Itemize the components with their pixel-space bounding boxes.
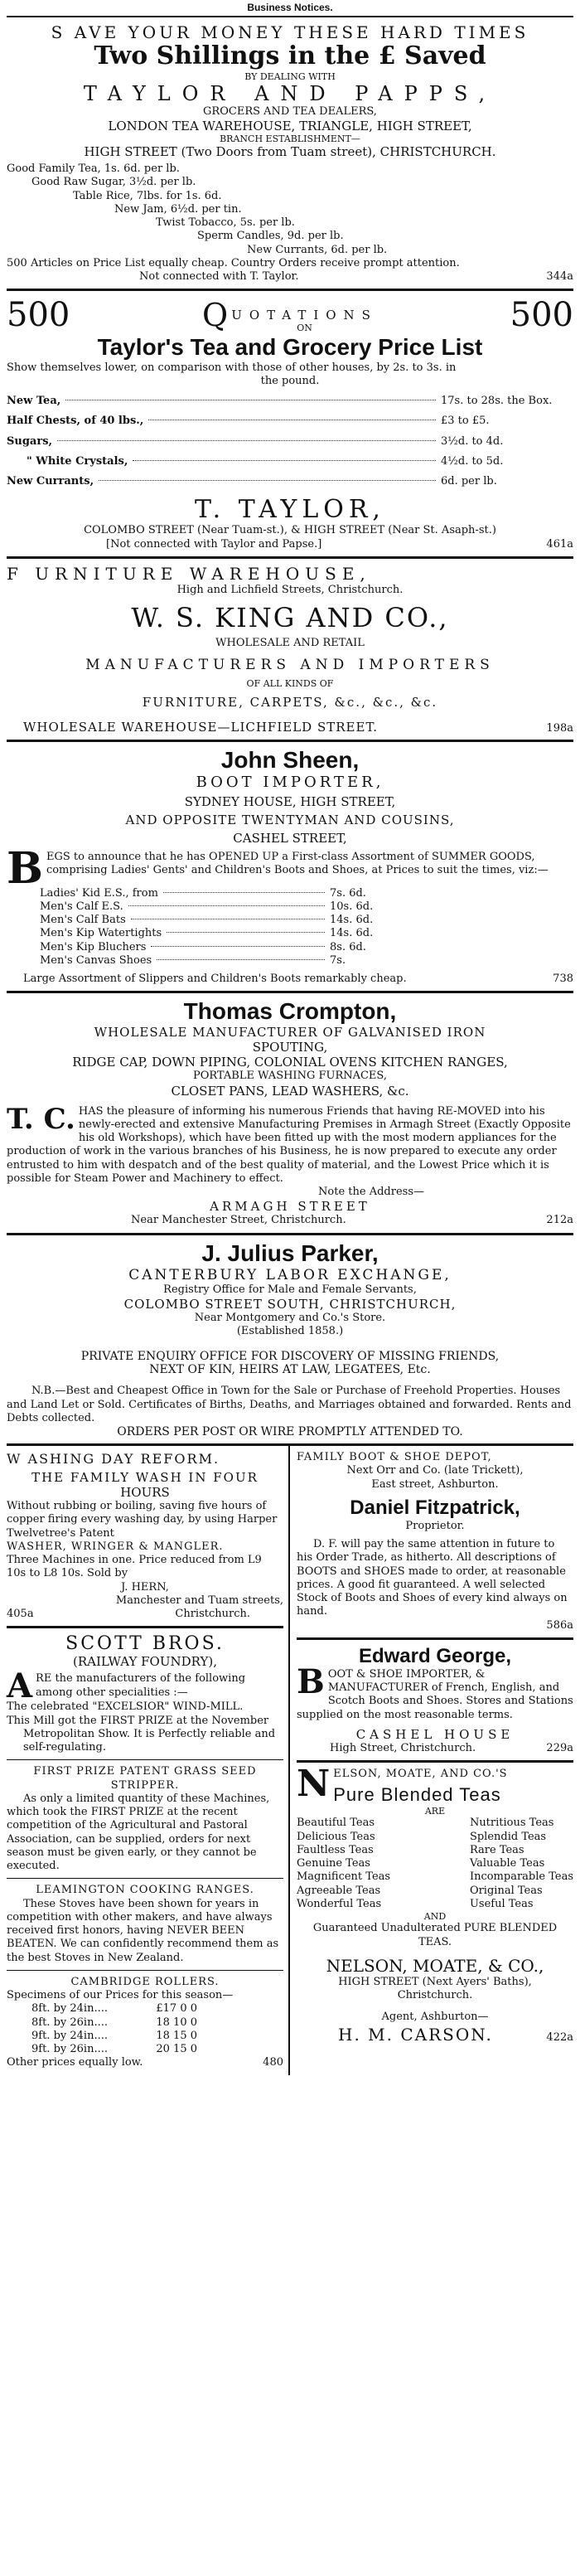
ad-firm-name: TAYLOR AND PAPPS,	[83, 81, 497, 105]
ad-rollers-heading: CAMBRIDGE ROLLERS.	[70, 1975, 220, 1988]
ad-crompton	[7, 993, 573, 1235]
ad-line: East street, Ashburton.	[371, 1477, 499, 1491]
ad-uotations: UOTATIONS	[231, 308, 378, 323]
ad-body: D. F. will pay the same attention in future to his Order Trade, as hitherto. All descriptions of BOOTS and SHOES made to order, at reasonable prices. A good fit guaranteed. A well selected Stock of Boots and Shoes of every kind always on hand.	[297, 1538, 568, 1618]
ad-note: [Not connected with Taylor and Papse.]	[106, 537, 322, 551]
ad-body: Without rubbing or boiling, saving five hours of copper firing every washing day, by using Harper Twelvetree's Patent	[7, 1500, 278, 1540]
ad-note: Note the Address—	[318, 1186, 424, 1198]
tea-right: Rare Teas	[469, 1843, 524, 1856]
ad-firm-name: J. Julius Parker,	[201, 1239, 379, 1266]
ad-george	[297, 1640, 573, 1763]
drop-cap: A	[7, 1666, 33, 1706]
tea-left: Wonderful Teas	[297, 1897, 382, 1910]
ad-headline: S AVE YOUR MONEY THESE HARD TIMES	[51, 22, 529, 42]
price-item: " White Crystals,	[27, 454, 128, 468]
tea-left: Delicious Teas	[297, 1830, 375, 1843]
ad-ranges-heading: LEAMINGTON COOKING RANGES.	[36, 1884, 254, 1897]
ad-stripper-heading: FIRST PRIZE PATENT GRASS SEED STRIPPER.	[33, 1765, 257, 1792]
ad-body: RE the manufacturers of the following among other specialities :—	[36, 1672, 246, 1699]
ad-firm-name: W. S. KING AND CO.,	[131, 602, 449, 634]
ad-agent: Agent, Ashburton—	[381, 2011, 489, 2024]
ad-seller: J. HERN,	[121, 1580, 169, 1594]
ad-ref: 422a	[546, 2030, 573, 2044]
ad-agent-name: H. M. CARSON.	[338, 2024, 493, 2045]
tea-left: Beautiful Teas	[297, 1817, 375, 1830]
ad-prize: This Mill got the FIRST PRIZE at the November Metropolitan Show. It is Perfectly reliable and self-regulating.	[7, 1714, 276, 1754]
ad-street: CASHEL STREET,	[233, 830, 347, 846]
ad-body: OOT & SHOE IMPORTER, & MANUFACTURER of French, English, and Scotch Boots and Shoes. Stores and Stations supplied on the most reasonable terms.	[297, 1667, 573, 1721]
ad-trade: BOOT IMPORTER,	[196, 773, 384, 791]
ad-line: SPOUTING,	[252, 1040, 328, 1055]
price-item: Good Raw Sugar, 3½d. per lb.	[31, 176, 196, 189]
price-value: 7s.	[330, 953, 346, 967]
ad-address: Manchester and Tuam streets,	[115, 1594, 283, 1607]
ad-nelson	[297, 1763, 573, 2050]
ad-line: CLOSET PANS, LEAD WASHERS, &c.	[171, 1083, 409, 1099]
ad-sheen	[7, 742, 573, 994]
price-item: Men's Calf Bats	[40, 914, 126, 926]
ad-ref: 229a	[546, 1741, 573, 1754]
ad-warehouse: WHOLESALE WAREHOUSE—LICHFIELD STREET.	[23, 719, 379, 735]
ad-address: HIGH STREET (Next Ayers' Baths),	[338, 1975, 532, 1988]
ad-line: Next Orr and Co. (late Trickett),	[346, 1464, 524, 1477]
price-item: 9ft. by 24in....	[31, 2029, 108, 2042]
ad-established: (Established 1858.)	[236, 1325, 344, 1337]
ad-footer: 500 Articles on Price List equally cheap. Country Orders receive prompt attention.	[7, 256, 460, 269]
ad-sub: Show themselves lower, on comparison with those of other houses, by 2s. to 3s. in	[7, 361, 457, 374]
ad-scott	[7, 1628, 283, 2074]
ad-headline: F URNITURE WAREHOUSE,	[7, 563, 371, 584]
tea-right: Valuable Teas	[469, 1857, 545, 1870]
tea-left: Faultless Teas	[297, 1843, 374, 1856]
ad-orders: ORDERS PER POST OR WIRE PROMPTLY ATTENDED TO.	[117, 1425, 463, 1438]
tea-right: Useful Teas	[469, 1897, 534, 1910]
price-item: Half Chests, of 40 lbs.,	[7, 415, 144, 428]
newspaper-page	[7, 0, 573, 2576]
price-value: £17 0 0	[156, 2002, 197, 2016]
price-value: 6d. per lb.	[441, 475, 497, 488]
ad-address: COLOMBO STREET SOUTH, CHRISTCHURCH,	[123, 1296, 457, 1312]
ad-ref: 198a	[546, 721, 573, 735]
ad-fitzpatrick	[297, 1446, 573, 1640]
ad-title: Two Shillings in the £ Saved	[94, 41, 486, 70]
ad-exchange: CANTERBURY LABOR EXCHANGE,	[128, 1266, 452, 1283]
ad-street: CASHEL HOUSE	[355, 1726, 515, 1742]
price-value: 3½d. to 4d.	[441, 434, 504, 448]
ad-headline: W ASHING DAY REFORM.	[7, 1451, 220, 1467]
left-column	[7, 1446, 290, 2075]
ad-body: HAS the pleasure of informing his numerous Friends that having RE-MOVED into his newly-erected and extensive Manufacturing Premises in Armagh Street (Exactly Opposite his old Workshops), which have been fitted up with the most modern appliances for the production of work in the various branches of his Business, he is now prepared to execute any order entrusted to him with despatch and of the best quality of material, and the Lowest Price which it is possible for Steam Power and Machinery to effect.	[7, 1104, 571, 1185]
ad-number-right: 500	[510, 296, 573, 335]
ad-sub: High and Lichfield Streets, Christchurch.	[176, 583, 404, 596]
price-item: Twist Tobacco, 5s. per lb.	[156, 216, 295, 230]
ad-private: PRIVATE ENQUIRY OFFICE FOR DISCOVERY OF MISSING FRIENDS,	[80, 1350, 500, 1364]
tea-right: Splendid Teas	[469, 1830, 547, 1843]
ad-line: THE FAMILY WASH IN FOUR	[31, 1470, 259, 1485]
ad-number-left: 500	[7, 296, 70, 335]
price-item: Ladies' Kid E.S., from	[40, 886, 158, 900]
price-item: New Currants,	[7, 475, 94, 488]
price-item: Men's Kip Bluchers	[40, 940, 147, 953]
ad-king	[7, 559, 573, 742]
ad-ref: 461a	[546, 537, 573, 551]
ad-private2: NEXT OF KIN, HEIRS AT LAW, LEGATEES, Etc.	[149, 1363, 431, 1377]
ad-product: WASHER, WRINGER & MANGLER.	[7, 1540, 224, 1553]
price-item: 8ft. by 24in....	[31, 2002, 108, 2016]
tea-left: Agreeable Teas	[297, 1884, 381, 1897]
ad-ref: 738	[553, 973, 573, 985]
tea-right: Original Teas	[469, 1884, 543, 1897]
price-value: 4½d. to 5d.	[441, 454, 504, 468]
ad-ranges-body: These Stoves have been shown for years in competition with other makers, and have always received first honors, having NEVER BEEN BEATEN. We can confidently recommend them as the best Stoves in New Zealand.	[7, 1897, 279, 1964]
ad-ref: 212a	[546, 1214, 573, 1227]
price-item: New Jam, 6½d. per tin.	[114, 202, 242, 216]
tea-right: Nutritious Teas	[469, 1817, 554, 1830]
right-column	[290, 1446, 573, 2075]
drop-cap: N	[297, 1763, 331, 1805]
ad-line: WHOLESALE MANUFACTURER OF GALVANISED IRON	[94, 1025, 486, 1041]
ad-firm-name: T. TAYLOR,	[195, 495, 385, 525]
price-item: Men's Canvas Shoes	[40, 953, 152, 967]
price-item: Men's Calf E.S.	[40, 900, 123, 913]
price-value: £3 to £5.	[441, 415, 490, 428]
ad-by-dealing: BY DEALING WITH	[244, 70, 336, 82]
drop-cap: B	[7, 842, 43, 894]
ad-trade: MANUFACTURERS AND IMPORTERS	[85, 657, 495, 674]
ad-body: N.B.—Best and Cheapest Office in Town for the Sale or Purchase of Freehold Properties. Houses and Land Let or Sold. Certificates of Births, Deaths, and Marriages obtained and forwarded. Rents and Debts collected.	[7, 1385, 572, 1424]
tea-list	[297, 1817, 573, 1911]
ad-other: Other prices equally low.	[7, 2056, 143, 2069]
ad-line: HOURS	[120, 1485, 170, 1500]
price-value: 14s. 6d.	[330, 914, 374, 926]
price-item: Sugars,	[7, 434, 53, 448]
price-value: 18 10 0	[156, 2016, 197, 2029]
two-column-section	[7, 1446, 573, 2075]
ad-opposite: AND OPPOSITE TWENTYMAN AND COUSINS,	[125, 812, 455, 827]
ad-ref: 344a	[546, 270, 573, 284]
ad-city: Christchurch.	[175, 1608, 250, 1620]
ad-on: ON	[297, 323, 312, 334]
ad-firm-name: NELSON, MOATE, & CO.,	[326, 1955, 544, 1976]
ad-proprietor: Proprietor.	[405, 1519, 465, 1532]
ad-foundry: (RAILWAY FOUNDRY),	[73, 1654, 217, 1670]
ad-rollers-sub: Specimens of our Prices for this season—	[7, 1989, 234, 2001]
ad-address-main: LONDON TEA WAREHOUSE, TRIANGLE, HIGH STREET,	[108, 118, 472, 133]
ad-line: PORTABLE WASHING FURNACES,	[192, 1070, 388, 1083]
ad-taylor-price-list	[7, 291, 573, 558]
ad-disclaimer: Not connected with T. Taylor.	[139, 270, 299, 284]
price-item: 9ft. by 26in....	[31, 2043, 108, 2055]
tea-left: Genuine Teas	[297, 1857, 370, 1870]
ad-body2: Three Machines in one. Price reduced from L9 10s to L8 10s. Sold by	[7, 1554, 262, 1580]
price-item: New Tea,	[7, 395, 61, 408]
price-value: 17s. to 28s. the Box.	[441, 395, 553, 408]
drop-cap: T. C.	[7, 1102, 75, 1136]
price-item: Sperm Candles, 9d. per lb.	[197, 230, 344, 243]
ad-branch: BRANCH ESTABLISHMENT—	[220, 133, 360, 144]
price-value: 20 15 0	[156, 2043, 197, 2055]
ad-footer: Large Assortment of Slippers and Children's Boots remarkably cheap.	[23, 973, 407, 985]
ad-title: Pure Blended Teas	[333, 1784, 501, 1806]
ad-near: Near Montgomery and Co.'s Store.	[194, 1311, 386, 1324]
ad-address: High Street, Christchurch.	[330, 1741, 476, 1754]
price-item: Men's Kip Watertights	[40, 927, 162, 940]
ad-washing	[7, 1446, 283, 1628]
ad-headline: FAMILY BOOT & SHOE DEPOT,	[297, 1451, 492, 1463]
price-value: 10s. 6d.	[330, 900, 374, 913]
price-item: Good Family Tea, 1s. 6d. per lb.	[7, 163, 180, 176]
ad-firm-name: Edward George,	[358, 1644, 512, 1667]
ad-guarantee: Guaranteed Unadulterated PURE BLENDED TEAS.	[312, 1922, 558, 1948]
ad-firm-name: SCOTT BROS.	[65, 1633, 225, 1655]
ad-address: COLOMBO STREET (Near Tuam-st.), & HIGH STREET (Near St. Asaph-st.)	[84, 524, 496, 537]
price-item: New Currants, 6d. per lb.	[247, 243, 388, 256]
tea-left: Magnificent Teas	[297, 1870, 391, 1884]
ad-title: Taylor's Tea and Grocery Price List	[97, 334, 483, 361]
ad-parker	[7, 1235, 573, 1447]
tea-right: Incomparable Teas	[469, 1870, 573, 1884]
section-header: Business Notices.	[7, 0, 573, 17]
ad-ref: 480	[263, 2056, 283, 2069]
ad-ref: 586a	[546, 1618, 573, 1632]
ad-wr: WHOLESALE AND RETAIL	[215, 637, 365, 650]
ad-firm-name: Thomas Crompton,	[183, 998, 397, 1025]
ad-near: Near Manchester Street, Christchurch.	[131, 1214, 346, 1227]
price-item: Table Rice, 7lbs. for 1s. 6d.	[73, 189, 222, 202]
ad-line: RIDGE CAP, DOWN PIPING, COLONIAL OVENS KITCHEN RANGES,	[72, 1055, 508, 1070]
drop-cap: B	[297, 1662, 325, 1701]
ad-trade: GROCERS AND TEA DEALERS,	[203, 104, 377, 118]
ad-registry: Registry Office for Male and Female Servants,	[163, 1283, 417, 1296]
ad-street: ARMAGH STREET	[210, 1199, 370, 1215]
ad-ref: 405a	[7, 1608, 34, 1620]
ad-are: ARE	[424, 1806, 446, 1817]
price-value: 7s. 6d.	[330, 886, 366, 900]
ad-body: EGS to announce that he has OPENED UP a First-class Assortment of SUMMER GOODS, comprising Ladies' Gents' and Children's Boots and Shoes, at Prices to suit the times, viz:—	[46, 850, 549, 876]
ad-headline: ELSON, MOATE, AND CO.'S	[333, 1768, 508, 1780]
ad-sub2: the pound.	[260, 374, 320, 387]
price-item: 8ft. by 26in....	[31, 2016, 108, 2029]
ad-and: AND	[423, 1911, 447, 1923]
ad-address-branch: HIGH STREET (Two Doors from Tuam street), CHRISTCHURCH.	[84, 144, 496, 160]
ad-windmill: The celebrated "EXCELSIOR" WIND-MILL.	[7, 1700, 244, 1714]
price-items	[7, 163, 573, 257]
ad-goods: FURNITURE, CARPETS, &c., &c., &c.	[142, 694, 438, 710]
ad-firm-name: Daniel Fitzpatrick,	[350, 1496, 520, 1519]
ad-city: Christchurch.	[397, 1989, 473, 2002]
price-value: 18 15 0	[156, 2029, 197, 2042]
price-value: 8s. 6d.	[330, 940, 366, 953]
ad-q: Q	[202, 297, 229, 334]
ad-taylor-papps	[7, 17, 573, 291]
ad-address: SYDNEY HOUSE, HIGH STREET,	[184, 793, 396, 809]
ad-oak: OF ALL KINDS OF	[246, 678, 334, 690]
price-value: 14s. 6d.	[330, 927, 374, 940]
ad-stripper-body: As only a limited quantity of these Machines, which took the FIRST PRIZE at the recent competition of the Agricultural and Pastoral Association, can be supplied, orders for next season must be given early, or they cannot be executed.	[7, 1792, 270, 1872]
ad-firm-name: John Sheen,	[220, 746, 360, 773]
